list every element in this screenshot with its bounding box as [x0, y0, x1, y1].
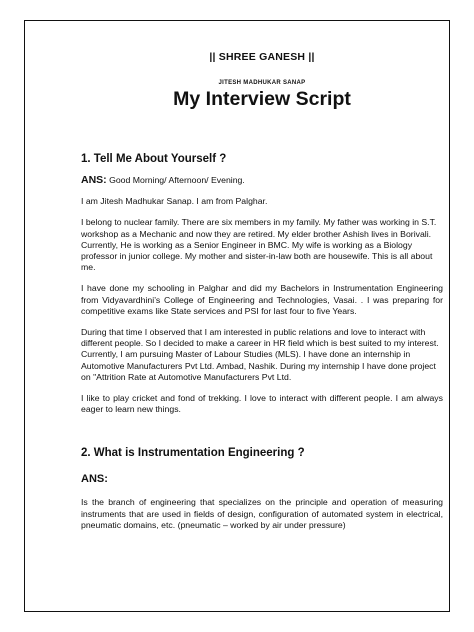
question-1-heading: 1. Tell Me About Yourself ? [81, 153, 227, 165]
invocation-header: || SHREE GANESH || [209, 51, 315, 63]
answer-1-greeting [81, 175, 443, 186]
answer-2-label: ANS: [81, 473, 108, 486]
paragraph-hobbies: I like to play cricket and fond of trekking. I love to interact with different people. I am always eager to learn new things. [81, 393, 443, 415]
paragraph-family: I belong to nuclear family. There are six members in my family. My father was working in S.T. workshop as a Mechanic and now they are retired. My elder brother Ashish lives in Borivali. Currently, He is working as a Senior Engineer in BMC. My wife is working as a Biology professor in junior college. My mother and sister-in-law both are housewife. This is all about me. [81, 217, 437, 273]
paragraph-education: I have done my schooling in Palghar and did my Bachelors in Instrumentation Engineering from Vidyavardhini’s College of Engineering and Technologies, Vasai. . I was preparing for competitive exams like State services and PSI for last four to five Years. [81, 283, 443, 316]
document-content [81, 49, 443, 531]
question-2-heading: 2. What is Instrumentation Engineering ? [81, 447, 305, 460]
author-name: JITESH MADHUKAR SANAP [218, 80, 306, 86]
paragraph-instrumentation: Is the branch of engineering that specializes on the principle and operation of measuring instruments that are used in fields of design, configuration of automated system in electrical, pneumatic domains, etc. (pneumatic – worked by air under pressure) [81, 497, 443, 530]
answer-label: ANS: [81, 174, 107, 186]
paragraph-intro: I am Jitesh Madhukar Sanap. I am from Palghar. [81, 196, 268, 207]
greeting-text: Good Morning/ Afternoon/ Evening. [106, 175, 245, 185]
paragraph-career: During that time I observed that I am interested in public relations and love to interact with different people. So I decided to make a career in HR field which is best suited to my interest. Currently, I am pursuing Master of Labour Studies (MLS). I have done an internship in Automotive Manufacturers Pvt Ltd. Ambad, Nashik. During my internship I have done project on "Attrition Rate at Automotive Manufacturers Pvt Ltd. [81, 327, 439, 382]
document-page [24, 20, 450, 612]
document-title: My Interview Script [173, 88, 351, 110]
